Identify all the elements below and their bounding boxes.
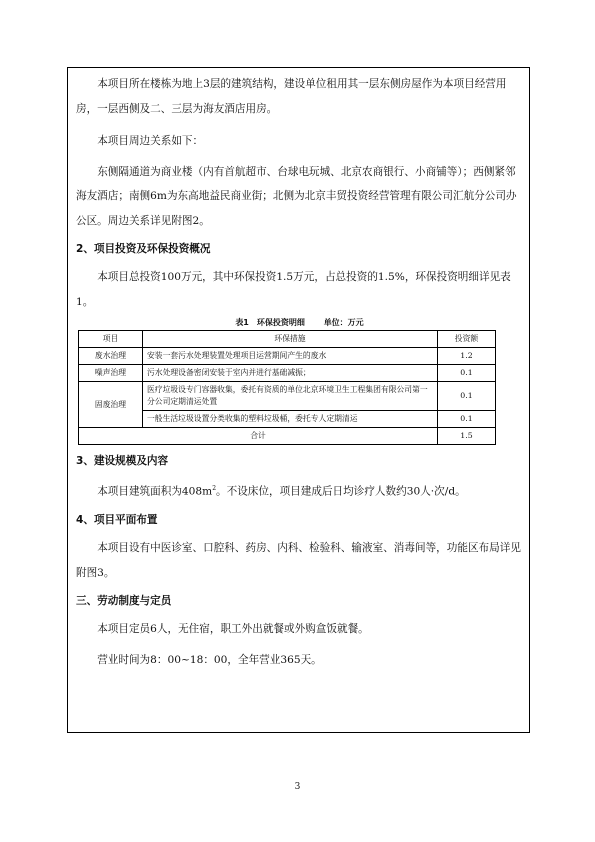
cell-amount: 0.1	[438, 382, 496, 411]
paragraph-layout: 本项目设有中医诊室、口腔科、药房、内科、检验科、输液室、消毒间等，功能区布局详见附图3。	[76, 542, 521, 579]
paragraph-staffing: 本项目定员6人，无住宿，职工外出就餐或外购盒饭就餐。	[97, 623, 369, 636]
page-number: 3	[294, 782, 301, 792]
page-frame	[67, 67, 530, 733]
header-measure: 环保措施	[143, 331, 438, 348]
page-content	[76, 68, 523, 672]
cell-measure: 医疗垃圾设专门容器收集，委托有资质的单位北京环境卫生工程集团有限公司第一分公司定期清运处置	[143, 382, 438, 411]
table-row	[79, 348, 496, 365]
cell-measure: 污水处理设备密闭安装于室内并进行基础减振；	[143, 365, 438, 382]
cell-item: 废水治理	[79, 348, 143, 365]
investment-table	[78, 330, 496, 445]
cell-item: 噪声治理	[79, 365, 143, 382]
header-amount: 投资额	[438, 331, 496, 348]
heading-layout: 4、项目平面布置	[76, 514, 158, 527]
area-unit-superscript: 2	[212, 485, 217, 492]
header-item: 项目	[79, 331, 143, 348]
heading-staffing: 三、劳动制度与定员	[76, 595, 172, 608]
cell-amount: 1.2	[438, 348, 496, 365]
paragraph-building: 本项目所在楼栋为地上3层的建筑结构，建设单位租用其一层东侧房屋作为本项目经营用房，一层西侧及二、三层为海友酒店用房。	[76, 78, 507, 115]
cell-measure: 一般生活垃圾设置分类收集的塑料垃圾桶，委托专人定期清运	[143, 411, 438, 428]
table-caption	[76, 316, 523, 330]
table-caption-title: 表1 环保投资明细	[235, 318, 305, 327]
table-row	[79, 365, 496, 382]
paragraph-surroundings-intro: 本项目周边关系如下：	[97, 135, 204, 147]
total-value: 1.5	[438, 428, 496, 445]
paragraph-investment: 本项目总投资100万元，其中环保投资1.5万元，占总投资的1.5%，环保投资明细详见表1。	[76, 271, 511, 308]
cell-item: 固废治理	[79, 382, 143, 428]
cell-amount: 0.1	[438, 365, 496, 382]
paragraph-surroundings: 东侧隔通道为商业楼（内有首航超市、台球电玩城、北京农商银行、小商铺等）；西侧紧邻海友酒店；南侧6m为东高地益民商业街；北侧为北京丰贸投资经营管理有限公司汇航分公司办公区。周边关系详见附图2。	[76, 165, 517, 227]
area-text: 本项目建筑面积为408m	[97, 485, 213, 498]
paragraph-scale	[76, 477, 523, 504]
total-label: 合计	[79, 428, 438, 445]
cell-amount: 0.1	[438, 411, 496, 428]
table-caption-unit: 单位：万元	[323, 318, 364, 327]
heading-investment: 2、项目投资及环保投资概况	[76, 243, 211, 255]
table-header-row	[79, 331, 496, 348]
paragraph-hours: 营业时间为8：00~18：00，全年营业365天。	[97, 653, 322, 666]
cell-measure: 安装一套污水处理装置处理项目运营期间产生的废水	[143, 348, 438, 365]
table-row	[79, 382, 496, 411]
patients-text: 。不设床位，项目建成后日均诊疗人数约30人·次/d。	[216, 485, 466, 498]
heading-scale: 3、建设规模及内容	[76, 455, 169, 467]
table-total-row	[79, 428, 496, 445]
